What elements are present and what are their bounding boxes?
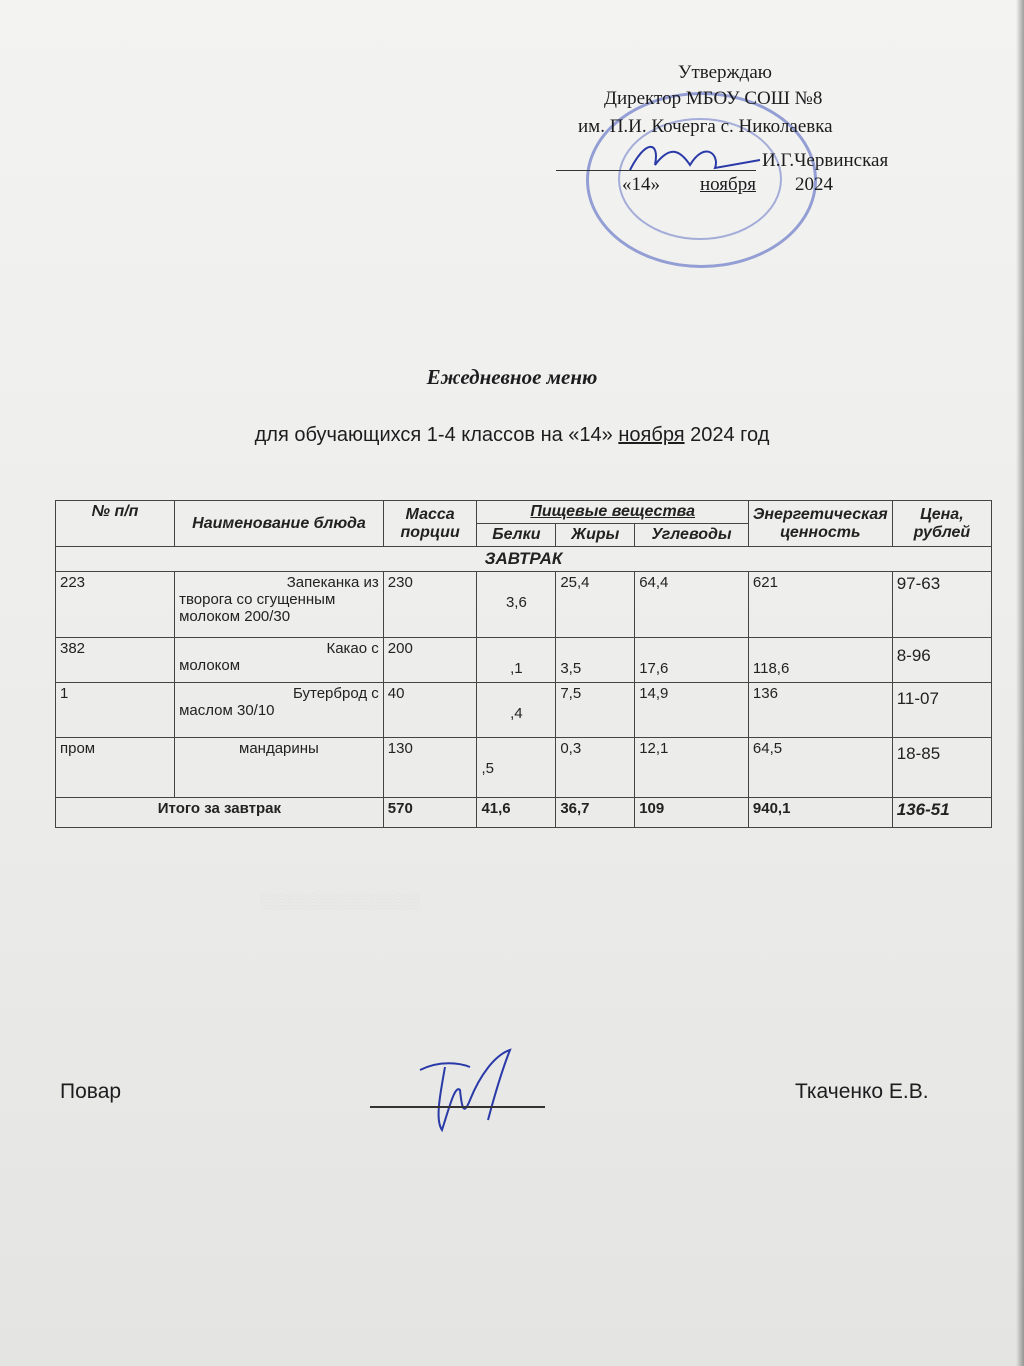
row-carbs: 17,6 (635, 638, 749, 683)
document-title: Ежедневное меню (426, 365, 598, 389)
row-protein: ,1 (477, 638, 556, 683)
header-fat: Жиры (556, 524, 635, 547)
row-name-line1: Какао с (326, 640, 379, 657)
subtitle-prefix: для обучающихся 1-4 классов на «14» (254, 424, 613, 446)
row-name-line1: мандарины (239, 740, 319, 757)
row-fat: 0,3 (556, 738, 635, 798)
cook-label: Повар (60, 1080, 122, 1103)
row-name-line1: Бутерброд с (293, 685, 379, 702)
document-subtitle (0, 424, 1024, 447)
row-name-line1: Запеканка из (286, 574, 379, 591)
row-name (175, 683, 384, 738)
row-name (175, 738, 384, 798)
row-protein: ,5 (477, 738, 556, 798)
row-price: 18-85 (892, 738, 991, 798)
row-name-line2: молоком (179, 657, 241, 674)
row-mass: 200 (383, 638, 477, 683)
total-price: 136-51 (892, 798, 991, 828)
section-row (56, 547, 992, 572)
header-energy: Энергетическая ценность (748, 501, 892, 547)
row-energy: 64,5 (748, 738, 892, 798)
row-price: 8-96 (892, 638, 991, 683)
row-carbs: 64,4 (635, 572, 749, 638)
total-fat: 36,7 (556, 798, 635, 828)
total-mass: 570 (383, 798, 477, 828)
total-label: Итого за завтрак (56, 798, 384, 828)
subtitle-month: ноября (618, 424, 685, 446)
total-row (56, 798, 992, 828)
row-name (175, 572, 384, 638)
header-carbs: Углеводы (635, 524, 749, 547)
row-energy: 621 (748, 572, 892, 638)
table-row (56, 683, 992, 738)
row-fat: 7,5 (556, 683, 635, 738)
row-num: 1 (56, 683, 175, 738)
approval-date-day: «14» (622, 174, 660, 195)
approval-date-year: 2024 (795, 174, 833, 195)
approval-position: Директор МБОУ СОШ №8 (604, 88, 823, 109)
approval-signer: И.Г.Червинская (762, 150, 889, 171)
header-nutrients: Пищевые вещества (477, 501, 748, 524)
row-name-line2: маслом 30/10 (179, 702, 275, 719)
total-carbs: 109 (635, 798, 749, 828)
row-name-line2: творога со сгущенным молоком 200/30 (179, 591, 336, 625)
section-breakfast: ЗАВТРАК (56, 547, 992, 572)
row-mass: 130 (383, 738, 477, 798)
row-carbs: 14,9 (635, 683, 749, 738)
row-price: 97-63 (892, 572, 991, 638)
cook-signature (400, 1045, 530, 1135)
row-mass: 230 (383, 572, 477, 638)
cook-signature-line (370, 1106, 545, 1108)
header-name: Наименование блюда (175, 501, 384, 547)
menu-table (55, 500, 992, 828)
subtitle-suffix: 2024 год (690, 424, 770, 446)
row-fat: 3,5 (556, 638, 635, 683)
row-price: 11-07 (892, 683, 991, 738)
row-num: 382 (56, 638, 175, 683)
table-row (56, 738, 992, 798)
bleed-through: ░░░░░░░░░░░░░░░ (260, 893, 420, 910)
paper-edge-shadow (1016, 0, 1024, 1366)
row-num: пром (56, 738, 175, 798)
director-signature-line (556, 170, 756, 171)
row-name (175, 638, 384, 683)
table-row (56, 572, 992, 638)
cook-name: Ткаченко Е.В. (795, 1080, 929, 1103)
row-fat: 25,4 (556, 572, 635, 638)
row-num: 223 (56, 572, 175, 638)
header-mass: Масса порции (383, 501, 477, 547)
row-energy: 118,6 (748, 638, 892, 683)
row-energy: 136 (748, 683, 892, 738)
approval-date-month: ноября (700, 174, 756, 195)
header-protein: Белки (477, 524, 556, 547)
row-protein: 3,6 (477, 572, 556, 638)
header-num: № п/п (56, 501, 175, 547)
row-protein: ,4 (477, 683, 556, 738)
header-row (56, 501, 992, 524)
table-row (56, 638, 992, 683)
approval-heading: Утверждаю (678, 62, 772, 83)
header-price: Цена, рублей (892, 501, 991, 547)
total-energy: 940,1 (748, 798, 892, 828)
total-protein: 41,6 (477, 798, 556, 828)
row-mass: 40 (383, 683, 477, 738)
row-carbs: 12,1 (635, 738, 749, 798)
approval-school: им. П.И. Кочерга с. Николаевка (578, 116, 833, 137)
